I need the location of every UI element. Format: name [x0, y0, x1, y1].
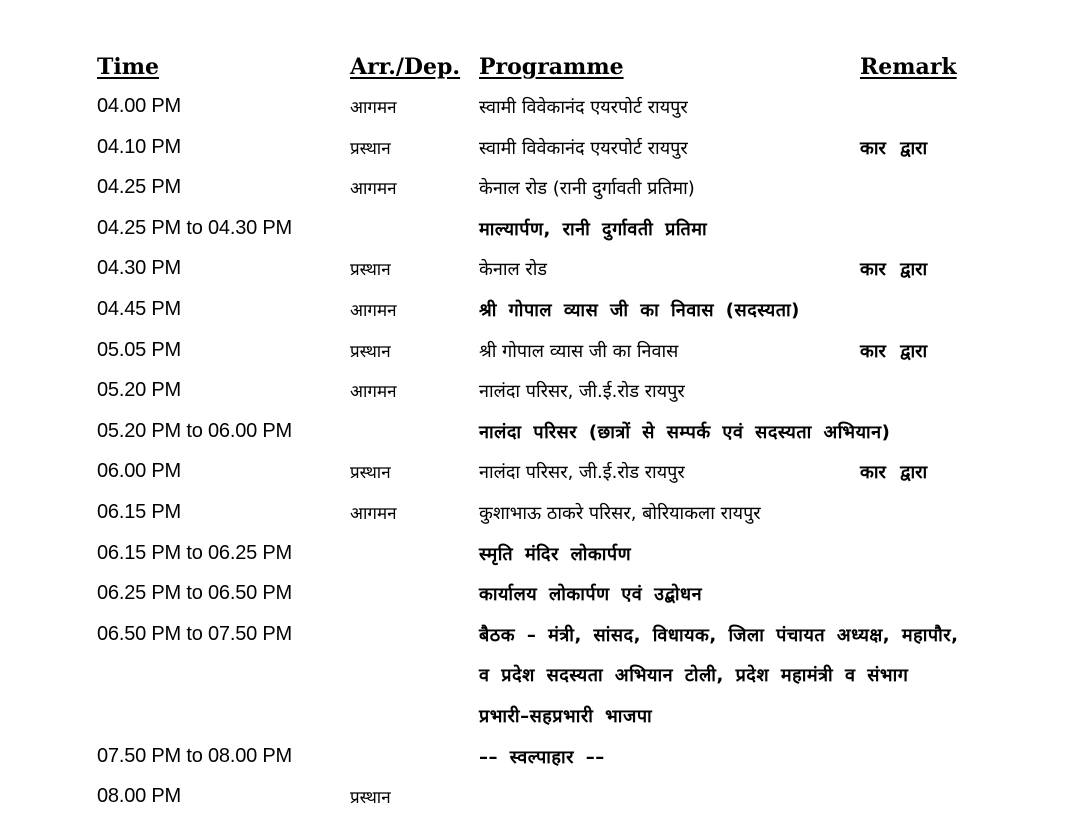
row-arr-dep: आगमन: [350, 98, 397, 118]
schedule-row: [0, 372, 1080, 413]
row-arr-dep: आगमन: [350, 503, 397, 524]
row-arr-dep: आगमन: [350, 179, 397, 200]
schedule-row: [0, 453, 1080, 494]
row-programme: श्री गोपाल व्यास जी का निवास (सदस्यता): [479, 299, 800, 321]
row-time: 06.15 PM to 06.25 PM: [97, 541, 293, 564]
row-programme: स्वामी विवेकानंद एयरपोर्ट रायपुर: [479, 137, 688, 159]
row-programme: स्वामी विवेकानंद एयरपोर्ट रायपुर: [479, 97, 688, 118]
row-time: 04.25 PM to 04.30 PM: [97, 216, 293, 239]
schedule-row: [0, 575, 1080, 616]
schedule-row: [0, 291, 1080, 332]
row-programme: नालंदा परिसर, जी.ई.रोड रायपुर: [479, 381, 685, 403]
row-programme: कुशाभाऊ ठाकरे परिसर, बोरियाकला रायपुर: [479, 502, 761, 524]
schedule-row: [0, 778, 1080, 819]
schedule-row: [0, 129, 1080, 170]
table-header: [0, 54, 1080, 84]
row-arr-dep: प्रस्थान: [350, 788, 391, 809]
row-programme: [479, 623, 958, 745]
header-programme: Programme: [479, 54, 624, 80]
row-programme: –– स्वल्पाहार ––: [479, 746, 605, 768]
programme-line: व प्रदेश सदस्यता अभियान टोली, प्रदेश महामंत्री व संभाग: [479, 665, 909, 687]
row-programme: केनाल रोड: [479, 259, 548, 281]
row-arr-dep: प्रस्थान: [350, 138, 391, 159]
schedule-row: [0, 332, 1080, 373]
schedule-row-meeting: [0, 616, 1080, 738]
row-time: 05.05 PM: [97, 338, 182, 361]
row-arr-dep: आगमन: [350, 382, 397, 403]
schedule-row: [0, 535, 1080, 576]
row-remark: कार द्वारा: [860, 259, 928, 281]
row-time: 04.10 PM: [97, 135, 182, 158]
row-time: 05.20 PM: [97, 379, 182, 402]
row-time: 04.30 PM: [97, 257, 182, 280]
row-time: 08.00 PM: [97, 785, 182, 808]
row-programme: नालंदा परिसर (छात्रों से सम्पर्क एवं सदस्यता अभियान): [479, 421, 891, 443]
row-programme: नालंदा परिसर, जी.ई.रोड रायपुर: [479, 462, 685, 484]
row-time: 06.00 PM: [97, 460, 182, 483]
schedule-row: [0, 169, 1080, 210]
header-arr-dep: Arr./Dep.: [350, 54, 461, 80]
row-time: 04.25 PM: [97, 176, 182, 199]
schedule-row: [0, 494, 1080, 535]
row-time: 06.50 PM to 07.50 PM: [97, 622, 293, 645]
schedule-row: [0, 250, 1080, 291]
row-programme: श्री गोपाल व्यास जी का निवास: [479, 340, 679, 362]
row-remark: कार द्वारा: [860, 137, 928, 159]
schedule-rows: [0, 88, 1080, 819]
row-arr-dep: आगमन: [350, 300, 397, 321]
row-programme: माल्यार्पण, रानी दुर्गावती प्रतिमा: [479, 218, 708, 240]
row-arr-dep: प्रस्थान: [350, 260, 391, 281]
row-time: 07.50 PM to 08.00 PM: [97, 744, 293, 767]
schedule-row: [0, 413, 1080, 454]
row-time: 04.45 PM: [97, 297, 182, 320]
row-arr-dep: प्रस्थान: [350, 341, 391, 362]
row-programme: कार्यालय लोकार्पण एवं उद्बोधन: [479, 584, 703, 606]
programme-line: बैठक – मंत्री, सांसद, विधायक, जिला पंचायत अध्यक्ष, महापौर,: [479, 624, 959, 646]
header-time: Time: [97, 54, 160, 80]
row-time: 04.00 PM: [97, 95, 182, 117]
row-programme: स्मृति मंदिर लोकार्पण: [479, 543, 632, 565]
row-time: 05.20 PM to 06.00 PM: [97, 419, 293, 442]
row-time: 06.25 PM to 06.50 PM: [97, 582, 293, 605]
programme-line: प्रभारी–सहप्रभारी भाजपा: [479, 705, 653, 727]
row-arr-dep: प्रस्थान: [350, 463, 391, 484]
header-remark: Remark: [860, 54, 957, 80]
row-remark: कार द्वारा: [860, 340, 928, 362]
row-time: 06.15 PM: [97, 500, 182, 523]
schedule-row: [0, 210, 1080, 251]
schedule-row: [0, 88, 1080, 129]
schedule-row: [0, 738, 1080, 779]
row-programme: केनाल रोड (रानी दुर्गावती प्रतिमा): [479, 178, 695, 200]
row-remark: कार द्वारा: [860, 462, 928, 484]
